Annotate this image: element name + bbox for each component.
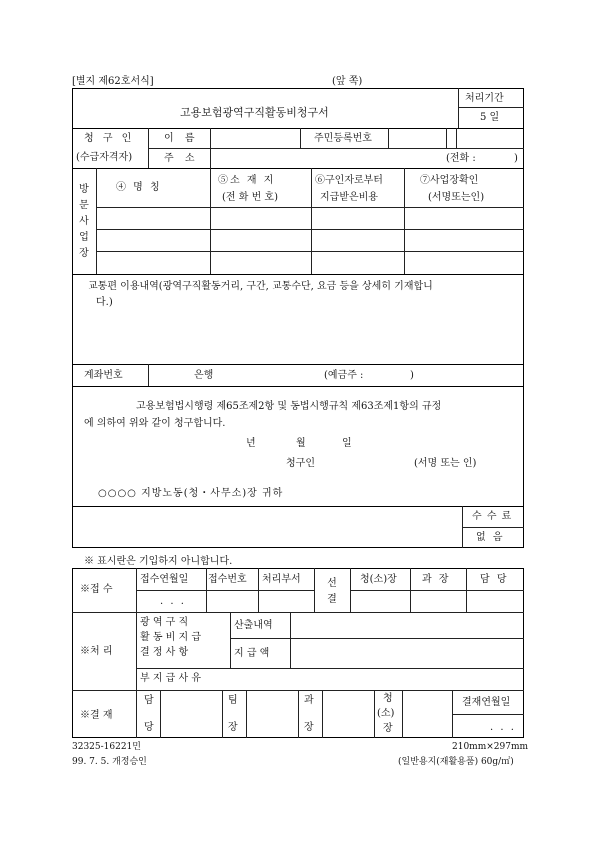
decision-label: 선결 [327,578,337,605]
revision-note: 99. 7. 5. 개정승인 [72,757,147,767]
approval-staff-2: 당 [144,722,154,733]
matters-line-2: 활 동 비 지 급 [140,632,202,643]
col-name: ④ 명 칭 [116,182,162,193]
account-holder-close: ) [410,370,414,381]
phone-label: (전화 : [446,153,476,164]
col-confirm-sub: (서명또는인) [428,192,485,203]
claimant-sublabel: (수급자격자) [76,152,133,163]
matters-line-1: 광 역 구 직 [140,617,189,628]
approval-team-1: 팀 [228,695,238,706]
account-label: 계좌번호 [84,370,123,381]
col-cost-sub: 지급받은비용 [320,192,378,203]
declaration-line-1: 고용보험법시행령 제65조제2항 및 동법시행규칙 제63조제1항의 규정 [136,401,442,412]
form-title: 고용보험광역구직활동비청구서 [180,106,329,119]
visit-side-label: 방문사업장 [79,184,89,259]
form-number: [별지 제62호서식] [72,76,154,87]
approval-team-2: 장 [228,722,238,733]
processing-period-label: 처리기간 [465,93,504,104]
approval-staff-1: 담 [144,695,154,706]
bank-label: 은행 [194,370,214,381]
fee-label: 수 수 료 [472,511,513,522]
process-label: ※처 리 [80,646,113,657]
receipt-date-label: 접수연월일 [140,574,189,585]
col-address: ⑤소 재 지 [218,175,276,186]
approval-date-label: 결재연월일 [462,697,511,708]
approval-chief-1: 청 [383,693,393,704]
transport-instructions-1: 교통편 이용내역(광역구직활동거리, 구간, 교통수단, 요금 등을 상세히 기재합니 [88,281,433,292]
recipient: ○○○○ 지방노동(청・사무소)장 귀하 [98,488,284,499]
account-holder-label: (예금주 : [324,370,364,381]
chief-label: 청(소)장 [360,574,397,585]
approval-chief-3: 장 [383,723,393,734]
name-field[interactable] [211,129,299,147]
address-label: 주 소 [164,153,199,164]
col-cost: ⑥구인자로부터 [315,175,383,186]
department-label: 처리부서 [262,574,301,585]
office-use-notice: ※ 표시란은 기입하지 아니합니다. [84,556,233,567]
sign-or-seal: (서명 또는 인) [414,458,477,469]
fee-value: 없 음 [476,532,505,543]
nonpayment-reason-label: 부 지 급 사 유 [140,673,202,684]
page-side: (앞 쪽) [332,76,363,87]
receipt-date-value: . . . [160,596,186,607]
paper-size: 210mm×297mm [452,742,529,752]
section-chief-label: 과 장 [422,574,451,585]
declaration-line-2: 에 의하여 위와 같이 청구합니다. [84,418,226,429]
claimant-label: 청 구 인 [84,133,135,144]
date-month: 월 [296,438,306,449]
approval-date-value: . . . [490,722,516,733]
date-day: 일 [342,438,352,449]
col-address-sub: (전 화 번 호) [222,192,278,203]
paper-type: (일반용지(재활용품) 60g/㎡) [398,757,514,767]
transport-details-field[interactable] [73,312,523,362]
address-field[interactable] [211,149,441,167]
rrn-field[interactable] [389,129,523,147]
receipt-number-label: 접수번호 [208,574,247,585]
receipt-label: ※접 수 [80,584,113,595]
matters-line-3: 결 정 사 항 [140,647,189,658]
claimant-sign-label: 청구인 [286,458,315,469]
form-code: 32325-16221민 [72,742,141,752]
approval-label: ※결 재 [80,710,113,721]
phone-close: ) [514,153,518,164]
rrn-label: 주민등록번호 [314,133,372,144]
transport-instructions-2: 다.) [96,297,113,308]
name-label: 이 름 [164,133,199,144]
col-confirm: ⑦사업장확인 [420,175,479,186]
processing-period-value: 5 일 [480,112,500,123]
date-year: 년 [246,438,256,449]
calculation-label: 산출내역 [234,620,273,631]
approval-section-1: 과 [304,695,314,706]
payment-amount-label: 지 급 액 [234,648,270,659]
staff-label: 담 당 [480,574,509,585]
approval-section-2: 장 [304,722,314,733]
approval-chief-2: (소) [377,708,395,719]
